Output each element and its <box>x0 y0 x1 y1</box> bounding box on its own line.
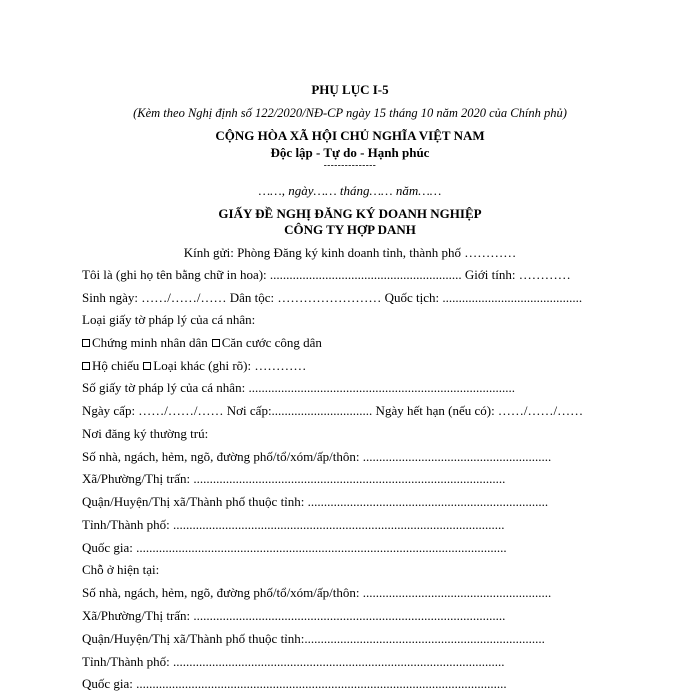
permanent-country-field[interactable]: Quốc gia: .................................................................................................................. <box>82 540 507 555</box>
checkbox-icon[interactable] <box>82 362 90 370</box>
permanent-ward-field[interactable]: Xã/Phường/Thị trấn: ................................................................................................ <box>82 471 506 486</box>
id-number-field[interactable]: Số giấy tờ pháp lý của cá nhân: .................................................................................. <box>82 380 515 395</box>
form-title: GIẤY ĐỀ NGHỊ ĐĂNG KÝ DOANH NGHIỆP <box>218 206 482 221</box>
form-subtitle: CÔNG TY HỢP DANH <box>284 222 416 237</box>
recipient-line: Kính gửi: Phòng Đăng ký kinh doanh tỉnh, thành phố ………… <box>183 245 517 260</box>
date-line: ……, ngày…… tháng…… năm…… <box>258 183 442 198</box>
current-district-field[interactable]: Quận/Huyện/Thị xã/Thành phố thuộc tỉnh:.......................................................................... <box>82 631 545 646</box>
permanent-street-field[interactable]: Số nhà, ngách, hẻm, ngõ, đường phố/tổ/xóm/ấp/thôn: .......................................................... <box>82 449 552 464</box>
id-option-cccd[interactable]: Căn cước công dân <box>212 335 322 350</box>
id-option-cmnd[interactable]: Chứng minh nhân dân <box>82 335 208 350</box>
permanent-province-field[interactable]: Tỉnh/Thành phố: ...................................................................................................... <box>82 517 505 532</box>
current-street-field[interactable]: Số nhà, ngách, hẻm, ngõ, đường phố/tổ/xóm/ấp/thôn: .......................................................... <box>82 585 552 600</box>
appendix-title: PHỤ LỤC I-5 <box>311 82 389 97</box>
issue-date-place-expiry-field[interactable]: Ngày cấp: ……/……/…… Nơi cấp:............................... Ngày hết hạn (nếu có): ……/……/…… <box>82 403 584 418</box>
id-option-passport[interactable]: Hộ chiếu <box>82 358 139 373</box>
current-address-label: Chỗ ở hiện tại: <box>82 562 160 577</box>
motto-divider: --------------- <box>323 160 377 170</box>
checkbox-icon[interactable] <box>143 362 151 370</box>
id-type-label: Loại giấy tờ pháp lý của cá nhân: <box>82 312 256 327</box>
checkbox-icon[interactable] <box>212 339 220 347</box>
id-options-row-1 <box>82 336 322 349</box>
permanent-district-field[interactable]: Quận/Huyện/Thị xã/Thành phố thuộc tỉnh: .......................................................................... <box>82 494 549 509</box>
full-name-field[interactable]: Tôi là (ghi họ tên bằng chữ in hoa): ........................................................... Giới tính: ………… <box>82 267 571 282</box>
national-motto: Độc lập - Tự do - Hạnh phúc <box>270 145 430 160</box>
decree-reference: (Kèm theo Nghị định số 122/2020/NĐ-CP ngày 15 tháng 10 năm 2020 của Chính phủ) <box>133 106 567 120</box>
checkbox-icon[interactable] <box>82 339 90 347</box>
permanent-address-label: Nơi đăng ký thường trú: <box>82 426 209 441</box>
country-name: CỘNG HÒA XÃ HỘI CHỦ NGHĨA VIỆT NAM <box>215 128 485 143</box>
current-country-field[interactable]: Quốc gia: .................................................................................................................. <box>82 676 507 691</box>
current-ward-field[interactable]: Xã/Phường/Thị trấn: ................................................................................................ <box>82 608 506 623</box>
id-option-other[interactable]: Loại khác (ghi rõ): ………… <box>143 358 306 373</box>
current-province-field[interactable]: Tỉnh/Thành phố: ...................................................................................................... <box>82 654 505 669</box>
id-options-row-2 <box>82 359 306 372</box>
birth-ethnicity-nationality-field[interactable]: Sinh ngày: ……/……/…… Dân tộc: …………………… Quốc tịch: ........................................... <box>82 290 583 305</box>
